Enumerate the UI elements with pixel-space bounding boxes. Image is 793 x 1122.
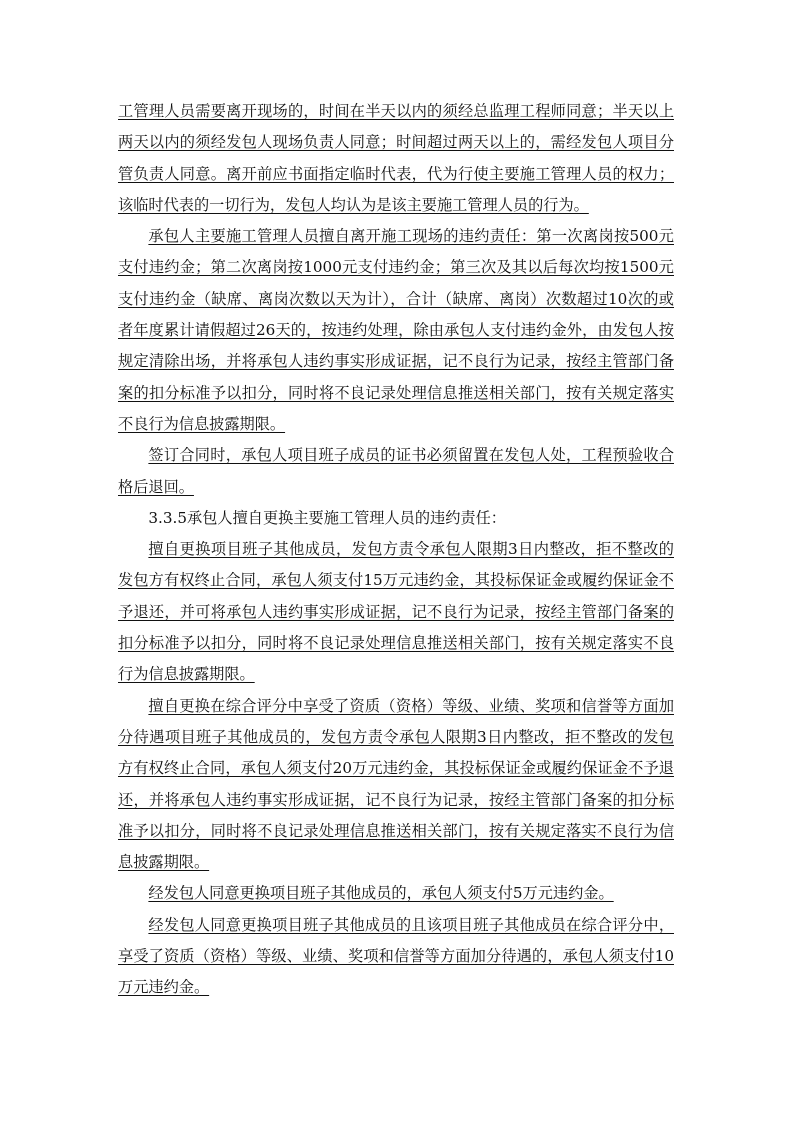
paragraph-staff-leave-approval: 工管理人员需要离开现场的，时间在半天以内的须经总监理工程师同意；半天以上两天以内的须经发包人现场负责人同意；时间超过两天以上的，需经发包人项目分管负责人同意。离开前应书面指定临时代表，代为行使主要施工管理人员的权力；该临时代表的一切行为，发包人均认为是该主要施工管理人员的行为。: [118, 102, 674, 214]
paragraph-unauthorized-replacement: 擅自更换项目班子其他成员，发包方责令承包人限期3日内整改，拒不整改的发包方有权终止合同，承包人须支付15万元违约金，其投标保证金或履约保证金不予退还，并可将承包人违约事实形成证据，记不良行为记录，按经主管部门备案的扣分标准予以扣分，同时将不良记录处理信息推送相关部门，按有关规定落实不良行为信息披露期限。: [118, 540, 674, 684]
paragraph-approved-replacement: 经发包人同意更换项目班子其他成员的，承包人须支付5万元违约金。: [148, 884, 614, 903]
paragraph-approved-replacement-bonus-members: 经发包人同意更换项目班子其他成员的且该项目班子其他成员在综合评分中，享受了资质（资格）等级、业绩、奖项和信誉等方面加分待遇的，承包人须支付10万元违约金。: [118, 915, 674, 997]
paragraph-absence-penalty: 承包人主要施工管理人员擅自离开施工现场的违约责任：第一次离岗按500元支付违约金；第二次离岗按1000元支付违约金；第三次及其以后每次均按1500元支付违约金（缺席、离岗次数以天为计），合计（缺席、离岗）次数超过10次的或者年度累计请假超过26天的，按违约处理，除由承包人支付违约金外，由发包人按规定清除出场，并将承包人违约事实形成证据，记不良行为记录，按经主管部门备案的扣分标准予以扣分，同时将不良记录处理信息推送相关部门，按有关规定落实不良行为信息披露期限。: [118, 227, 674, 433]
paragraph-certificate-retention: 签订合同时，承包人项目班子成员的证书必须留置在发包人处，工程预验收合格后退回。: [118, 446, 674, 496]
section-heading-3-3-5: 3.3.5承包人擅自更换主要施工管理人员的违约责任：: [148, 508, 506, 527]
paragraph-unauthorized-replacement-bonus-members: 擅自更换在综合评分中享受了资质（资格）等级、业绩、奖项和信誉等方面加分待遇项目班子其他成员的，发包方责令承包人限期3日内整改，拒不整改的发包方有权终止合同，承包人须支付20万元违约金，其投标保证金或履约保证金不予退还，并将承包人违约事实形成证据，记不良行为记录，按经主管部门备案的扣分标准予以扣分，同时将不良记录处理信息推送相关部门，按有关规定落实不良行为信息披露期限。: [118, 696, 674, 872]
document-body: [118, 96, 674, 1004]
